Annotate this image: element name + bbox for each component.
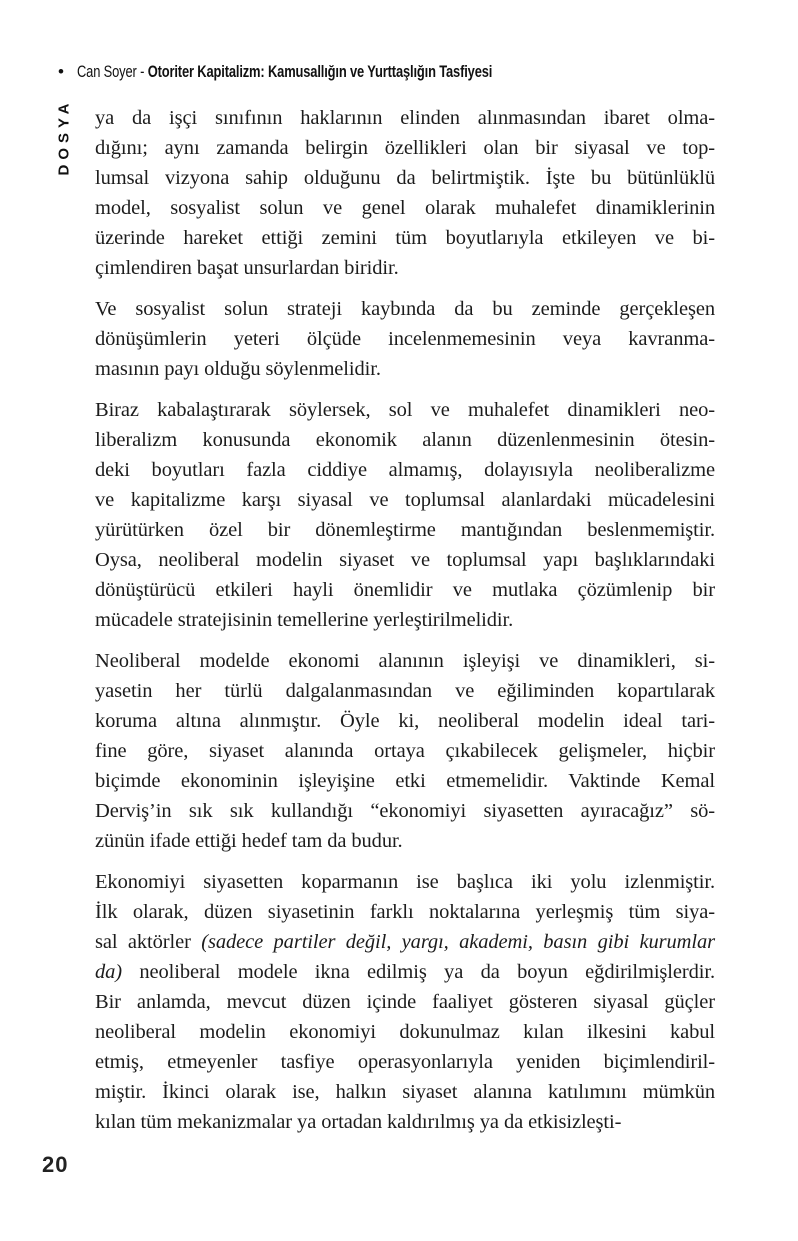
text-line xyxy=(95,605,715,635)
text-line xyxy=(95,575,715,605)
text: yürütürken özel bir dönemleştirme mantığından beslenmemiştir. xyxy=(95,519,715,541)
header-text xyxy=(77,62,492,82)
page-body xyxy=(95,103,715,1148)
text: ya da işçi sınıfının haklarının elinden alınmasından ibaret olma- xyxy=(95,107,715,129)
header-title: Otoriter Kapitalizm: Kamusallığın ve Yurttaşlığın Tasfiyesi xyxy=(147,62,493,81)
paragraph xyxy=(95,646,715,856)
header-author: Can Soyer - xyxy=(76,62,148,81)
text: miştir. İkinci olarak ise, halkın siyaset alanına katılımını mümkün xyxy=(95,1081,715,1103)
text-line xyxy=(95,1107,715,1137)
text-line xyxy=(95,1077,715,1107)
text: koruma altına alınmıştır. Öyle ki, neoliberal modelin ideal tari- xyxy=(95,710,715,732)
text: neoliberal modelin ekonomiyi dokunulmaz kılan ilkesini kabul xyxy=(95,1021,715,1043)
text-line xyxy=(95,133,715,163)
text-line xyxy=(95,766,715,796)
page-number: 20 xyxy=(42,1152,69,1177)
text-line xyxy=(95,395,715,425)
text: dönüştürücü etkileri hayli önemlidir ve mutlaka çözümlenip bir xyxy=(95,579,715,601)
text: deki boyutları fazla ciddiye almamış, dolayısıyla neoliberalizme xyxy=(95,459,715,481)
text: model, sosyalist solun ve genel olarak muhalefet dinamiklerinin xyxy=(95,197,715,219)
text-line xyxy=(95,646,715,676)
text-line xyxy=(95,897,715,927)
text-line xyxy=(95,736,715,766)
text-line xyxy=(95,294,715,324)
text: Ekonomiyi siyasetten koparmanın ise başlıca iki yolu izlenmiştir. xyxy=(95,871,715,893)
text-line xyxy=(95,826,715,856)
text: ve kapitalizme karşı siyasal ve toplumsal alanlardaki mücadelesini xyxy=(95,489,715,511)
text-line xyxy=(95,324,715,354)
text: etmiş, etmeyenler tasfiye operasyonlarıyla yeniden biçimlendiril- xyxy=(95,1051,715,1073)
text: fine göre, siyaset alanında ortaya çıkabilecek gelişmeler, hiçbir xyxy=(95,740,715,762)
italic-text: (sadece partiler değil, yargı, akademi, basın gibi kurumlar xyxy=(201,931,715,953)
text-line xyxy=(95,223,715,253)
text-line xyxy=(95,796,715,826)
text: Ve sosyalist solun strateji kaybında da bu zeminde gerçekleşen xyxy=(95,298,715,320)
text: lumsal vizyona sahip olduğunu da belirtmiştik. İşte bu bütünlüklü xyxy=(95,167,715,189)
bullet-icon: • xyxy=(58,61,64,81)
text: Biraz kabalaştırarak söylersek, sol ve muhalefet dinamikleri neo- xyxy=(95,399,715,421)
text-line xyxy=(95,676,715,706)
text-line xyxy=(95,1017,715,1047)
text: Neoliberal modelde ekonomi alanının işleyişi ve dinamikleri, si- xyxy=(95,650,715,672)
text-line xyxy=(95,545,715,575)
text-line xyxy=(95,957,715,987)
text: Bir anlamda, mevcut düzen içinde faaliyet gösteren siyasal güçler xyxy=(95,991,715,1013)
text: masının payı olduğu söylenmelidir. xyxy=(95,358,381,380)
text: sal aktörler xyxy=(95,931,202,953)
text: yasetin her türlü dalgalanmasından ve eğiliminden kopartılarak xyxy=(95,680,715,702)
text: kılan tüm mekanizmalar ya ortadan kaldırılmış ya da etkisizleşti- xyxy=(95,1111,622,1133)
text-line xyxy=(95,927,715,957)
paragraph xyxy=(95,294,715,384)
paragraph xyxy=(95,395,715,635)
running-header xyxy=(58,62,623,82)
paragraph xyxy=(95,867,715,1137)
text-line xyxy=(95,987,715,1017)
text: dığını; aynı zamanda belirgin özellikleri olan bir siyasal ve top- xyxy=(95,137,715,159)
text-line xyxy=(95,163,715,193)
text-line xyxy=(95,193,715,223)
text-line xyxy=(95,425,715,455)
text: liberalizm konusunda ekonomik alanın düzenlenmesinin ötesin- xyxy=(95,429,715,451)
text: biçimde ekonominin işleyişine etki etmemelidir. Vaktinde Kemal xyxy=(95,770,715,792)
text-line xyxy=(95,103,715,133)
section-side-label: DOSYA xyxy=(55,98,73,176)
paragraph xyxy=(95,103,715,283)
text: mücadele stratejisinin temellerine yerleştirilmelidir. xyxy=(95,609,514,631)
text: İlk olarak, düzen siyasetinin farklı noktalarına yerleşmiş tüm siya- xyxy=(95,901,715,923)
text-line xyxy=(95,455,715,485)
text-line xyxy=(95,706,715,736)
text: Derviş’in sık sık kullandığı “ekonomiyi siyasetten ayıracağız” sö- xyxy=(95,800,715,822)
text-line xyxy=(95,354,715,384)
text: çimlendiren başat unsurlardan biridir. xyxy=(95,257,399,279)
text: zünün ifade ettiği hedef tam da budur. xyxy=(95,830,403,852)
italic-text: da) xyxy=(95,961,123,983)
text-line xyxy=(95,867,715,897)
text-line xyxy=(95,1047,715,1077)
text: dönüşümlerin yeteri ölçüde incelenmemesinin veya kavranma- xyxy=(95,328,715,350)
text: Oysa, neoliberal modelin siyaset ve toplumsal yapı başlıklarındaki xyxy=(95,549,715,571)
text: neoliberal modele ikna edilmiş ya da boyun eğdirilmişlerdir. xyxy=(122,961,715,983)
text-line xyxy=(95,515,715,545)
text: üzerinde hareket ettiği zemini tüm boyutlarıyla etkileyen ve bi- xyxy=(95,227,715,249)
text-line xyxy=(95,485,715,515)
text-line xyxy=(95,253,715,283)
